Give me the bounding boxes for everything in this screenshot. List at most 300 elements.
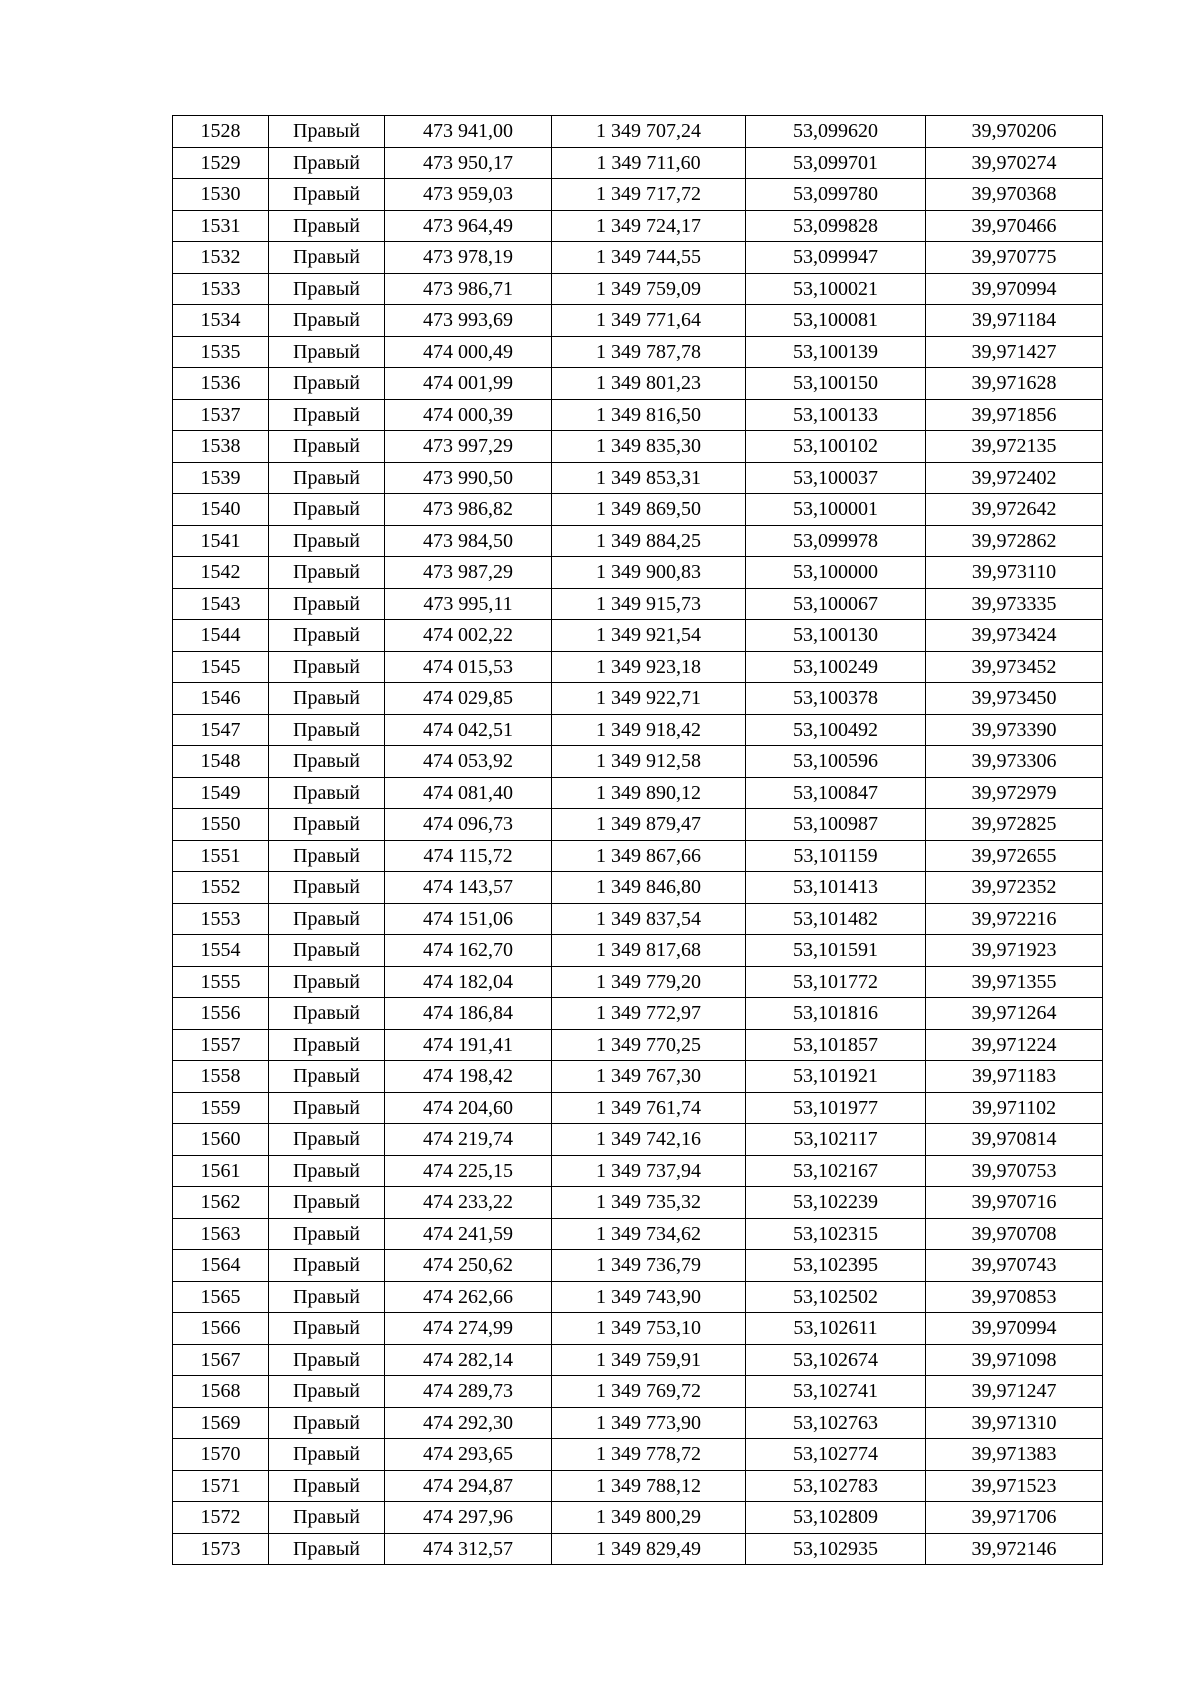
table-row — [173, 588, 1103, 620]
table-row — [173, 1061, 1103, 1093]
x-coordinate-cell: 474 029,85 — [385, 683, 552, 715]
side-cell: Правый — [269, 273, 385, 305]
x-coordinate-cell: 474 204,60 — [385, 1092, 552, 1124]
point-number-cell: 1532 — [173, 242, 269, 274]
y-coordinate-cell: 1 349 835,30 — [552, 431, 746, 463]
latitude-cell: 53,101921 — [746, 1061, 926, 1093]
x-coordinate-cell: 474 294,87 — [385, 1470, 552, 1502]
table-row — [173, 1092, 1103, 1124]
x-coordinate-cell: 474 162,70 — [385, 935, 552, 967]
y-coordinate-cell: 1 349 879,47 — [552, 809, 746, 841]
longitude-cell: 39,970206 — [926, 116, 1103, 148]
point-number-cell: 1535 — [173, 336, 269, 368]
side-cell: Правый — [269, 1187, 385, 1219]
latitude-cell: 53,100596 — [746, 746, 926, 778]
side-cell: Правый — [269, 683, 385, 715]
longitude-cell: 39,972352 — [926, 872, 1103, 904]
longitude-cell: 39,971102 — [926, 1092, 1103, 1124]
longitude-cell: 39,971856 — [926, 399, 1103, 431]
point-number-cell: 1563 — [173, 1218, 269, 1250]
side-cell: Правый — [269, 1281, 385, 1313]
coordinates-table-body — [173, 116, 1103, 1565]
point-number-cell: 1562 — [173, 1187, 269, 1219]
latitude-cell: 53,101857 — [746, 1029, 926, 1061]
x-coordinate-cell: 473 959,03 — [385, 179, 552, 211]
x-coordinate-cell: 474 096,73 — [385, 809, 552, 841]
x-coordinate-cell: 474 241,59 — [385, 1218, 552, 1250]
side-cell: Правый — [269, 777, 385, 809]
table-row — [173, 1439, 1103, 1471]
table-row — [173, 1407, 1103, 1439]
latitude-cell: 53,100249 — [746, 651, 926, 683]
table-row — [173, 462, 1103, 494]
point-number-cell: 1541 — [173, 525, 269, 557]
x-coordinate-cell: 474 081,40 — [385, 777, 552, 809]
table-row — [173, 399, 1103, 431]
y-coordinate-cell: 1 349 737,94 — [552, 1155, 746, 1187]
x-coordinate-cell: 473 984,50 — [385, 525, 552, 557]
x-coordinate-cell: 474 262,66 — [385, 1281, 552, 1313]
table-row — [173, 998, 1103, 1030]
x-coordinate-cell: 474 182,04 — [385, 966, 552, 998]
y-coordinate-cell: 1 349 918,42 — [552, 714, 746, 746]
side-cell: Правый — [269, 1250, 385, 1282]
y-coordinate-cell: 1 349 759,91 — [552, 1344, 746, 1376]
x-coordinate-cell: 474 151,06 — [385, 903, 552, 935]
point-number-cell: 1572 — [173, 1502, 269, 1534]
table-row — [173, 935, 1103, 967]
table-row — [173, 809, 1103, 841]
side-cell: Правый — [269, 588, 385, 620]
point-number-cell: 1536 — [173, 368, 269, 400]
point-number-cell: 1539 — [173, 462, 269, 494]
point-number-cell: 1552 — [173, 872, 269, 904]
latitude-cell: 53,100000 — [746, 557, 926, 589]
latitude-cell: 53,100847 — [746, 777, 926, 809]
latitude-cell: 53,100067 — [746, 588, 926, 620]
table-row — [173, 1502, 1103, 1534]
longitude-cell: 39,970994 — [926, 1313, 1103, 1345]
longitude-cell: 39,973110 — [926, 557, 1103, 589]
side-cell: Правый — [269, 1344, 385, 1376]
longitude-cell: 39,973306 — [926, 746, 1103, 778]
side-cell: Правый — [269, 1124, 385, 1156]
longitude-cell: 39,973450 — [926, 683, 1103, 715]
y-coordinate-cell: 1 349 707,24 — [552, 116, 746, 148]
longitude-cell: 39,971355 — [926, 966, 1103, 998]
x-coordinate-cell: 474 312,57 — [385, 1533, 552, 1565]
point-number-cell: 1547 — [173, 714, 269, 746]
longitude-cell: 39,972979 — [926, 777, 1103, 809]
latitude-cell: 53,099828 — [746, 210, 926, 242]
side-cell: Правый — [269, 935, 385, 967]
y-coordinate-cell: 1 349 869,50 — [552, 494, 746, 526]
latitude-cell: 53,102783 — [746, 1470, 926, 1502]
x-coordinate-cell: 474 289,73 — [385, 1376, 552, 1408]
latitude-cell: 53,099701 — [746, 147, 926, 179]
longitude-cell: 39,970743 — [926, 1250, 1103, 1282]
x-coordinate-cell: 474 015,53 — [385, 651, 552, 683]
side-cell: Правый — [269, 1439, 385, 1471]
side-cell: Правый — [269, 1092, 385, 1124]
x-coordinate-cell: 474 297,96 — [385, 1502, 552, 1534]
table-row — [173, 1218, 1103, 1250]
side-cell: Правый — [269, 1376, 385, 1408]
longitude-cell: 39,971098 — [926, 1344, 1103, 1376]
side-cell: Правый — [269, 651, 385, 683]
latitude-cell: 53,101977 — [746, 1092, 926, 1124]
side-cell: Правый — [269, 1155, 385, 1187]
y-coordinate-cell: 1 349 801,23 — [552, 368, 746, 400]
longitude-cell: 39,970994 — [926, 273, 1103, 305]
x-coordinate-cell: 474 143,57 — [385, 872, 552, 904]
x-coordinate-cell: 474 000,49 — [385, 336, 552, 368]
table-row — [173, 1187, 1103, 1219]
y-coordinate-cell: 1 349 837,54 — [552, 903, 746, 935]
point-number-cell: 1540 — [173, 494, 269, 526]
x-coordinate-cell: 474 001,99 — [385, 368, 552, 400]
latitude-cell: 53,102935 — [746, 1533, 926, 1565]
latitude-cell: 53,101482 — [746, 903, 926, 935]
side-cell: Правый — [269, 462, 385, 494]
x-coordinate-cell: 474 053,92 — [385, 746, 552, 778]
longitude-cell: 39,972642 — [926, 494, 1103, 526]
side-cell: Правый — [269, 1470, 385, 1502]
point-number-cell: 1529 — [173, 147, 269, 179]
x-coordinate-cell: 474 225,15 — [385, 1155, 552, 1187]
side-cell: Правый — [269, 1029, 385, 1061]
latitude-cell: 53,100130 — [746, 620, 926, 652]
table-row — [173, 431, 1103, 463]
point-number-cell: 1571 — [173, 1470, 269, 1502]
latitude-cell: 53,102763 — [746, 1407, 926, 1439]
point-number-cell: 1537 — [173, 399, 269, 431]
point-number-cell: 1561 — [173, 1155, 269, 1187]
longitude-cell: 39,972862 — [926, 525, 1103, 557]
point-number-cell: 1569 — [173, 1407, 269, 1439]
table-row — [173, 620, 1103, 652]
x-coordinate-cell: 474 042,51 — [385, 714, 552, 746]
y-coordinate-cell: 1 349 915,73 — [552, 588, 746, 620]
latitude-cell: 53,101413 — [746, 872, 926, 904]
point-number-cell: 1548 — [173, 746, 269, 778]
x-coordinate-cell: 473 986,82 — [385, 494, 552, 526]
table-row — [173, 147, 1103, 179]
x-coordinate-cell: 473 978,19 — [385, 242, 552, 274]
y-coordinate-cell: 1 349 779,20 — [552, 966, 746, 998]
table-row — [173, 1281, 1103, 1313]
y-coordinate-cell: 1 349 829,49 — [552, 1533, 746, 1565]
coordinates-table — [172, 115, 1103, 1565]
point-number-cell: 1534 — [173, 305, 269, 337]
longitude-cell: 39,972216 — [926, 903, 1103, 935]
table-row — [173, 777, 1103, 809]
side-cell: Правый — [269, 746, 385, 778]
side-cell: Правый — [269, 494, 385, 526]
longitude-cell: 39,971383 — [926, 1439, 1103, 1471]
point-number-cell: 1559 — [173, 1092, 269, 1124]
latitude-cell: 53,100150 — [746, 368, 926, 400]
longitude-cell: 39,973335 — [926, 588, 1103, 620]
longitude-cell: 39,970368 — [926, 179, 1103, 211]
latitude-cell: 53,101591 — [746, 935, 926, 967]
y-coordinate-cell: 1 349 753,10 — [552, 1313, 746, 1345]
side-cell: Правый — [269, 903, 385, 935]
longitude-cell: 39,973424 — [926, 620, 1103, 652]
latitude-cell: 53,099947 — [746, 242, 926, 274]
longitude-cell: 39,972402 — [926, 462, 1103, 494]
longitude-cell: 39,970853 — [926, 1281, 1103, 1313]
longitude-cell: 39,972825 — [926, 809, 1103, 841]
latitude-cell: 53,102502 — [746, 1281, 926, 1313]
latitude-cell: 53,099978 — [746, 525, 926, 557]
table-row — [173, 210, 1103, 242]
side-cell: Правый — [269, 210, 385, 242]
table-row — [173, 1344, 1103, 1376]
x-coordinate-cell: 474 198,42 — [385, 1061, 552, 1093]
side-cell: Правый — [269, 242, 385, 274]
table-row — [173, 1250, 1103, 1282]
x-coordinate-cell: 474 115,72 — [385, 840, 552, 872]
side-cell: Правый — [269, 525, 385, 557]
x-coordinate-cell: 473 990,50 — [385, 462, 552, 494]
x-coordinate-cell: 473 941,00 — [385, 116, 552, 148]
x-coordinate-cell: 474 191,41 — [385, 1029, 552, 1061]
latitude-cell: 53,099620 — [746, 116, 926, 148]
side-cell: Правый — [269, 1533, 385, 1565]
y-coordinate-cell: 1 349 711,60 — [552, 147, 746, 179]
x-coordinate-cell: 473 993,69 — [385, 305, 552, 337]
longitude-cell: 39,971427 — [926, 336, 1103, 368]
x-coordinate-cell: 473 950,17 — [385, 147, 552, 179]
point-number-cell: 1530 — [173, 179, 269, 211]
longitude-cell: 39,972655 — [926, 840, 1103, 872]
y-coordinate-cell: 1 349 744,55 — [552, 242, 746, 274]
y-coordinate-cell: 1 349 734,62 — [552, 1218, 746, 1250]
point-number-cell: 1557 — [173, 1029, 269, 1061]
y-coordinate-cell: 1 349 778,72 — [552, 1439, 746, 1471]
y-coordinate-cell: 1 349 900,83 — [552, 557, 746, 589]
point-number-cell: 1545 — [173, 651, 269, 683]
side-cell: Правый — [269, 966, 385, 998]
y-coordinate-cell: 1 349 923,18 — [552, 651, 746, 683]
point-number-cell: 1560 — [173, 1124, 269, 1156]
point-number-cell: 1555 — [173, 966, 269, 998]
longitude-cell: 39,970708 — [926, 1218, 1103, 1250]
point-number-cell: 1565 — [173, 1281, 269, 1313]
longitude-cell: 39,972146 — [926, 1533, 1103, 1565]
x-coordinate-cell: 473 987,29 — [385, 557, 552, 589]
y-coordinate-cell: 1 349 922,71 — [552, 683, 746, 715]
x-coordinate-cell: 474 219,74 — [385, 1124, 552, 1156]
y-coordinate-cell: 1 349 724,17 — [552, 210, 746, 242]
side-cell: Правый — [269, 116, 385, 148]
table-row — [173, 714, 1103, 746]
y-coordinate-cell: 1 349 770,25 — [552, 1029, 746, 1061]
point-number-cell: 1564 — [173, 1250, 269, 1282]
side-cell: Правый — [269, 368, 385, 400]
y-coordinate-cell: 1 349 890,12 — [552, 777, 746, 809]
table-row — [173, 116, 1103, 148]
latitude-cell: 53,100001 — [746, 494, 926, 526]
latitude-cell: 53,102674 — [746, 1344, 926, 1376]
point-number-cell: 1554 — [173, 935, 269, 967]
table-row — [173, 872, 1103, 904]
side-cell: Правый — [269, 809, 385, 841]
longitude-cell: 39,971264 — [926, 998, 1103, 1030]
latitude-cell: 53,102774 — [746, 1439, 926, 1471]
longitude-cell: 39,971184 — [926, 305, 1103, 337]
point-number-cell: 1544 — [173, 620, 269, 652]
y-coordinate-cell: 1 349 767,30 — [552, 1061, 746, 1093]
y-coordinate-cell: 1 349 816,50 — [552, 399, 746, 431]
x-coordinate-cell: 474 282,14 — [385, 1344, 552, 1376]
point-number-cell: 1538 — [173, 431, 269, 463]
latitude-cell: 53,102117 — [746, 1124, 926, 1156]
latitude-cell: 53,102741 — [746, 1376, 926, 1408]
table-row — [173, 1124, 1103, 1156]
side-cell: Правый — [269, 399, 385, 431]
table-row — [173, 1313, 1103, 1345]
x-coordinate-cell: 474 274,99 — [385, 1313, 552, 1345]
side-cell: Правый — [269, 305, 385, 337]
longitude-cell: 39,971706 — [926, 1502, 1103, 1534]
table-row — [173, 1533, 1103, 1565]
latitude-cell: 53,100133 — [746, 399, 926, 431]
point-number-cell: 1542 — [173, 557, 269, 589]
side-cell: Правый — [269, 1502, 385, 1534]
latitude-cell: 53,100492 — [746, 714, 926, 746]
longitude-cell: 39,970775 — [926, 242, 1103, 274]
side-cell: Правый — [269, 872, 385, 904]
latitude-cell: 53,102611 — [746, 1313, 926, 1345]
latitude-cell: 53,100987 — [746, 809, 926, 841]
table-row — [173, 966, 1103, 998]
longitude-cell: 39,970274 — [926, 147, 1103, 179]
latitude-cell: 53,102315 — [746, 1218, 926, 1250]
longitude-cell: 39,970753 — [926, 1155, 1103, 1187]
y-coordinate-cell: 1 349 787,78 — [552, 336, 746, 368]
y-coordinate-cell: 1 349 735,32 — [552, 1187, 746, 1219]
point-number-cell: 1546 — [173, 683, 269, 715]
y-coordinate-cell: 1 349 761,74 — [552, 1092, 746, 1124]
longitude-cell: 39,971247 — [926, 1376, 1103, 1408]
y-coordinate-cell: 1 349 788,12 — [552, 1470, 746, 1502]
side-cell: Правый — [269, 998, 385, 1030]
side-cell: Правый — [269, 179, 385, 211]
side-cell: Правый — [269, 840, 385, 872]
longitude-cell: 39,970466 — [926, 210, 1103, 242]
point-number-cell: 1549 — [173, 777, 269, 809]
table-row — [173, 746, 1103, 778]
x-coordinate-cell: 474 233,22 — [385, 1187, 552, 1219]
table-row — [173, 1029, 1103, 1061]
point-number-cell: 1558 — [173, 1061, 269, 1093]
latitude-cell: 53,100037 — [746, 462, 926, 494]
y-coordinate-cell: 1 349 772,97 — [552, 998, 746, 1030]
table-row — [173, 273, 1103, 305]
side-cell: Правый — [269, 714, 385, 746]
table-row — [173, 1470, 1103, 1502]
longitude-cell: 39,970814 — [926, 1124, 1103, 1156]
longitude-cell: 39,973452 — [926, 651, 1103, 683]
latitude-cell: 53,100021 — [746, 273, 926, 305]
point-number-cell: 1551 — [173, 840, 269, 872]
y-coordinate-cell: 1 349 912,58 — [552, 746, 746, 778]
x-coordinate-cell: 474 292,30 — [385, 1407, 552, 1439]
point-number-cell: 1553 — [173, 903, 269, 935]
longitude-cell: 39,971224 — [926, 1029, 1103, 1061]
longitude-cell: 39,970716 — [926, 1187, 1103, 1219]
longitude-cell: 39,973390 — [926, 714, 1103, 746]
side-cell: Правый — [269, 1313, 385, 1345]
latitude-cell: 53,100139 — [746, 336, 926, 368]
y-coordinate-cell: 1 349 884,25 — [552, 525, 746, 557]
x-coordinate-cell: 473 995,11 — [385, 588, 552, 620]
side-cell: Правый — [269, 620, 385, 652]
latitude-cell: 53,102239 — [746, 1187, 926, 1219]
latitude-cell: 53,100081 — [746, 305, 926, 337]
y-coordinate-cell: 1 349 759,09 — [552, 273, 746, 305]
x-coordinate-cell: 473 986,71 — [385, 273, 552, 305]
table-row — [173, 242, 1103, 274]
longitude-cell: 39,971923 — [926, 935, 1103, 967]
y-coordinate-cell: 1 349 853,31 — [552, 462, 746, 494]
point-number-cell: 1543 — [173, 588, 269, 620]
side-cell: Правый — [269, 557, 385, 589]
x-coordinate-cell: 474 250,62 — [385, 1250, 552, 1282]
y-coordinate-cell: 1 349 743,90 — [552, 1281, 746, 1313]
latitude-cell: 53,100378 — [746, 683, 926, 715]
x-coordinate-cell: 474 186,84 — [385, 998, 552, 1030]
y-coordinate-cell: 1 349 846,80 — [552, 872, 746, 904]
side-cell: Правый — [269, 147, 385, 179]
y-coordinate-cell: 1 349 742,16 — [552, 1124, 746, 1156]
longitude-cell: 39,971310 — [926, 1407, 1103, 1439]
point-number-cell: 1533 — [173, 273, 269, 305]
point-number-cell: 1556 — [173, 998, 269, 1030]
longitude-cell: 39,971523 — [926, 1470, 1103, 1502]
latitude-cell: 53,100102 — [746, 431, 926, 463]
latitude-cell: 53,102395 — [746, 1250, 926, 1282]
side-cell: Правый — [269, 1218, 385, 1250]
latitude-cell: 53,101772 — [746, 966, 926, 998]
table-row — [173, 494, 1103, 526]
longitude-cell: 39,971183 — [926, 1061, 1103, 1093]
table-row — [173, 336, 1103, 368]
table-row — [173, 368, 1103, 400]
x-coordinate-cell: 473 964,49 — [385, 210, 552, 242]
longitude-cell: 39,972135 — [926, 431, 1103, 463]
point-number-cell: 1566 — [173, 1313, 269, 1345]
table-row — [173, 1376, 1103, 1408]
latitude-cell: 53,099780 — [746, 179, 926, 211]
point-number-cell: 1531 — [173, 210, 269, 242]
table-row — [173, 179, 1103, 211]
table-row — [173, 305, 1103, 337]
y-coordinate-cell: 1 349 867,66 — [552, 840, 746, 872]
point-number-cell: 1567 — [173, 1344, 269, 1376]
y-coordinate-cell: 1 349 771,64 — [552, 305, 746, 337]
point-number-cell: 1550 — [173, 809, 269, 841]
latitude-cell: 53,102167 — [746, 1155, 926, 1187]
point-number-cell: 1568 — [173, 1376, 269, 1408]
point-number-cell: 1573 — [173, 1533, 269, 1565]
table-row — [173, 1155, 1103, 1187]
point-number-cell: 1570 — [173, 1439, 269, 1471]
longitude-cell: 39,971628 — [926, 368, 1103, 400]
x-coordinate-cell: 474 293,65 — [385, 1439, 552, 1471]
